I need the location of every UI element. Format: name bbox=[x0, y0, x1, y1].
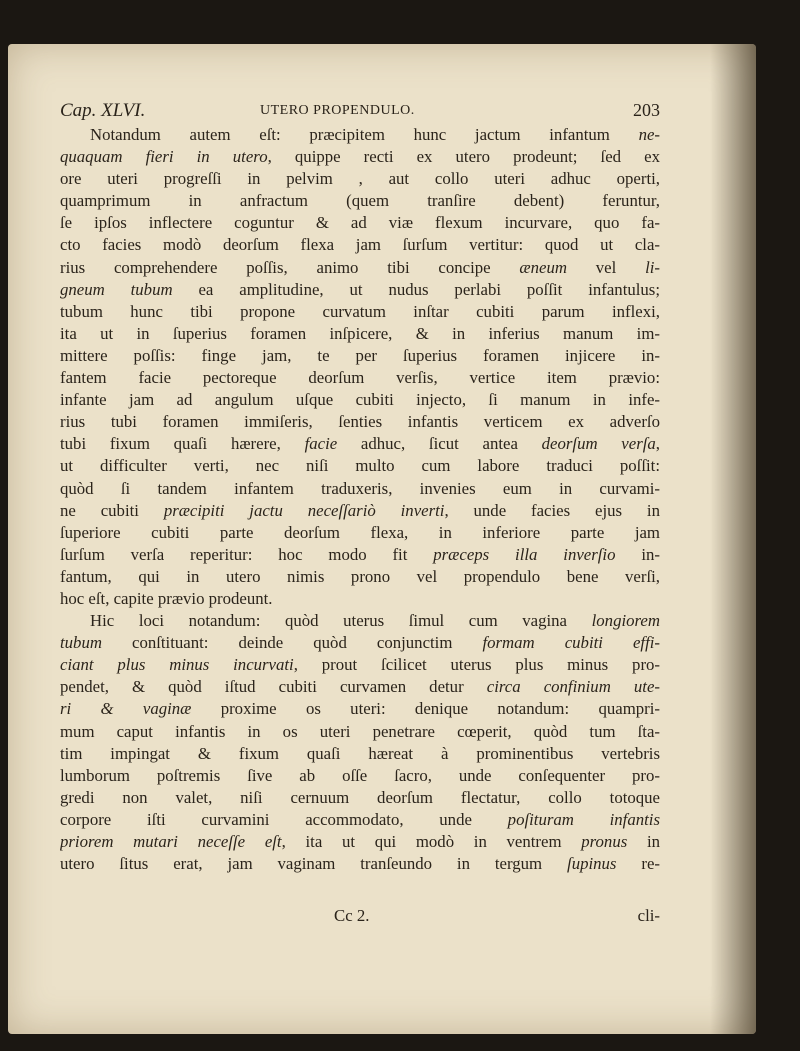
text-run: fantum, qui in utero nimis prono vel propendulo bene verſi, bbox=[60, 566, 660, 586]
text-line bbox=[60, 367, 660, 389]
text-line bbox=[60, 433, 660, 455]
text-line bbox=[60, 212, 660, 234]
text-line bbox=[60, 809, 660, 831]
text-line bbox=[60, 301, 660, 323]
text-run: , bbox=[655, 434, 660, 454]
text-run: ita ut in ſuperius foramen inſpicere, & in inferius manum im- bbox=[60, 323, 660, 343]
text-line bbox=[60, 257, 660, 279]
page-number: 203 bbox=[633, 100, 660, 120]
text-line bbox=[60, 168, 660, 190]
text-run: rius tubi foramen immiſeris, ſenties infantis verticem ex adverſo bbox=[60, 412, 660, 432]
text-line bbox=[60, 632, 660, 654]
text-run: utero ſitus erat, jam vaginam tranſeundo in tergum bbox=[60, 854, 568, 874]
italic-text: priorem mutari neceſſe eſt bbox=[60, 832, 282, 851]
text-run: lumborum poſtremis ſive ab oſſe ſacro, unde conſequenter pro- bbox=[60, 765, 660, 785]
text-run: re- bbox=[616, 854, 660, 874]
text-run: tubum hunc tibi propone curvatum inſtar cubiti parum inflexi, bbox=[60, 301, 660, 321]
italic-text: poſituram infantis bbox=[507, 809, 660, 829]
italic-text: ne- bbox=[638, 125, 660, 144]
italic-text: gneum tubum bbox=[60, 279, 173, 299]
text-run: in bbox=[627, 832, 660, 851]
text-line bbox=[60, 588, 660, 610]
text-run: , quippe recti ex utero prodeunt; ſed ex bbox=[267, 147, 660, 167]
text-run: , unde facies ejus in bbox=[444, 500, 660, 520]
text-line bbox=[60, 654, 660, 676]
italic-text: præceps illa inverſio bbox=[433, 544, 616, 564]
text-run: pendet, & quòd iſtud cubiti curvamen detur bbox=[60, 677, 487, 697]
page-edge-shadow bbox=[710, 44, 756, 1034]
text-line bbox=[60, 455, 660, 477]
italic-text: formam cubiti effi- bbox=[482, 633, 660, 653]
italic-text: æneum bbox=[519, 257, 567, 277]
text-run: quamprimum in anfractum (quem tranſire debent) feruntur, bbox=[60, 191, 660, 211]
text-line bbox=[60, 323, 660, 345]
text-line bbox=[60, 698, 660, 720]
text-line bbox=[60, 566, 660, 588]
text-line bbox=[60, 500, 660, 522]
text-run: mum caput infantis in os uteri penetrare cœperit, quòd tum ſta- bbox=[60, 721, 660, 741]
italic-text: ri & vaginæ bbox=[60, 699, 192, 719]
signature-mark: Cc 2. bbox=[334, 906, 370, 925]
text-run: vel bbox=[566, 257, 646, 277]
italic-text: longiorem bbox=[591, 611, 660, 631]
italic-text: deorſum verſa bbox=[541, 434, 656, 454]
text-run: ſe ipſos inflectere coguntur & ad viæ flexum incurvare, quo fa- bbox=[60, 213, 660, 233]
italic-text: præcipiti jactu neceſſariò inverti bbox=[163, 500, 445, 520]
text-run: ut difficulter verti, nec niſi multo cum labore traduci poſſit: bbox=[60, 456, 660, 476]
text-run: quòd ſi tandem infantem traduxeris, invenies eum in curvami- bbox=[60, 478, 660, 498]
text-run: gredi non valet, niſi cernuum deorſum flectatur, collo totoque bbox=[60, 787, 660, 807]
text-run: infante jam ad angulum uſque cubiti injecto, ſi manum in infe- bbox=[60, 390, 660, 410]
text-line bbox=[60, 544, 660, 566]
text-run: proxime os uteri: denique notandum: quampri- bbox=[191, 699, 660, 719]
text-line bbox=[60, 743, 660, 765]
text-line bbox=[60, 831, 660, 853]
italic-text: li- bbox=[645, 257, 660, 277]
running-title: UTERO PROPENDULO. bbox=[260, 103, 415, 118]
text-run: in- bbox=[615, 544, 660, 564]
text-run: ſuperiore cubiti parte deorſum flexa, in inferiore parte jam bbox=[60, 522, 660, 542]
text-line bbox=[60, 765, 660, 787]
text-run: conſtituant: deinde quòd conjunctim bbox=[101, 633, 483, 653]
text-line bbox=[60, 478, 660, 500]
running-header bbox=[60, 100, 660, 126]
chapter-heading: Cap. XLVI. bbox=[60, 100, 146, 121]
text-line bbox=[60, 787, 660, 809]
text-line bbox=[60, 522, 660, 544]
text-line bbox=[60, 345, 660, 367]
italic-text: pronus bbox=[581, 832, 628, 851]
text-run: rius comprehendere poſſis, animo tibi concipe bbox=[60, 257, 520, 277]
text-line bbox=[60, 389, 660, 411]
italic-text: ſupinus bbox=[567, 854, 617, 874]
text-run: mittere poſſis: finge jam, te per ſuperius foramen injicere in- bbox=[60, 345, 660, 365]
text-line bbox=[60, 124, 660, 146]
body-text bbox=[60, 124, 660, 875]
text-run: cto facies modò deorſum flexa jam ſurſum vertitur: quod ut cla- bbox=[60, 235, 660, 255]
catchword: cli- bbox=[637, 906, 660, 925]
text-run: tubi fixum quaſi hærere, bbox=[60, 434, 305, 454]
book-page bbox=[8, 44, 756, 1034]
text-run: ea amplitudine, ut nudus perlabi poſſit infantulus; bbox=[172, 279, 660, 299]
text-run: ſurſum verſa reperitur: hoc modo fit bbox=[60, 544, 434, 564]
italic-text: circa confinium ute- bbox=[486, 677, 660, 697]
text-line bbox=[60, 610, 660, 632]
text-run: fantem facie pectoreque deorſum verſis, vertice item prævio: bbox=[60, 368, 660, 388]
text-run: adhuc, ſicut antea bbox=[337, 434, 542, 454]
italic-text: ciant plus minus incurvati bbox=[60, 655, 294, 675]
text-run: tim impingat & fixum quaſi hæreat à prominentibus vertebris bbox=[60, 743, 660, 763]
page-footer bbox=[60, 906, 660, 928]
text-run: Hic loci notandum: quòd uterus ſimul cum vagina bbox=[90, 611, 592, 631]
text-line bbox=[60, 279, 660, 301]
text-line bbox=[60, 411, 660, 433]
text-run: Notandum autem eſt: præcipitem hunc jactum infantum bbox=[90, 125, 639, 144]
text-line bbox=[60, 721, 660, 743]
text-run: , ita ut qui modò in ventrem bbox=[281, 832, 582, 851]
text-run: ne cubiti bbox=[60, 500, 164, 520]
text-run: ore uteri progreſſi in pelvim , aut collo uteri adhuc operti, bbox=[60, 169, 660, 189]
italic-text: tubum bbox=[60, 633, 102, 653]
italic-text: quaquam fieri in utero bbox=[60, 147, 268, 167]
text-run: , prout ſcilicet uterus plus minus pro- bbox=[293, 655, 660, 675]
text-line bbox=[60, 853, 660, 875]
text-line bbox=[60, 146, 660, 168]
italic-text: facie bbox=[304, 434, 338, 454]
text-line bbox=[60, 234, 660, 256]
text-run: hoc eſt, capite prævio prodeunt. bbox=[60, 588, 273, 608]
text-line bbox=[60, 676, 660, 698]
text-run: corpore iſti curvamini accommodato, unde bbox=[60, 809, 508, 829]
text-line bbox=[60, 190, 660, 212]
